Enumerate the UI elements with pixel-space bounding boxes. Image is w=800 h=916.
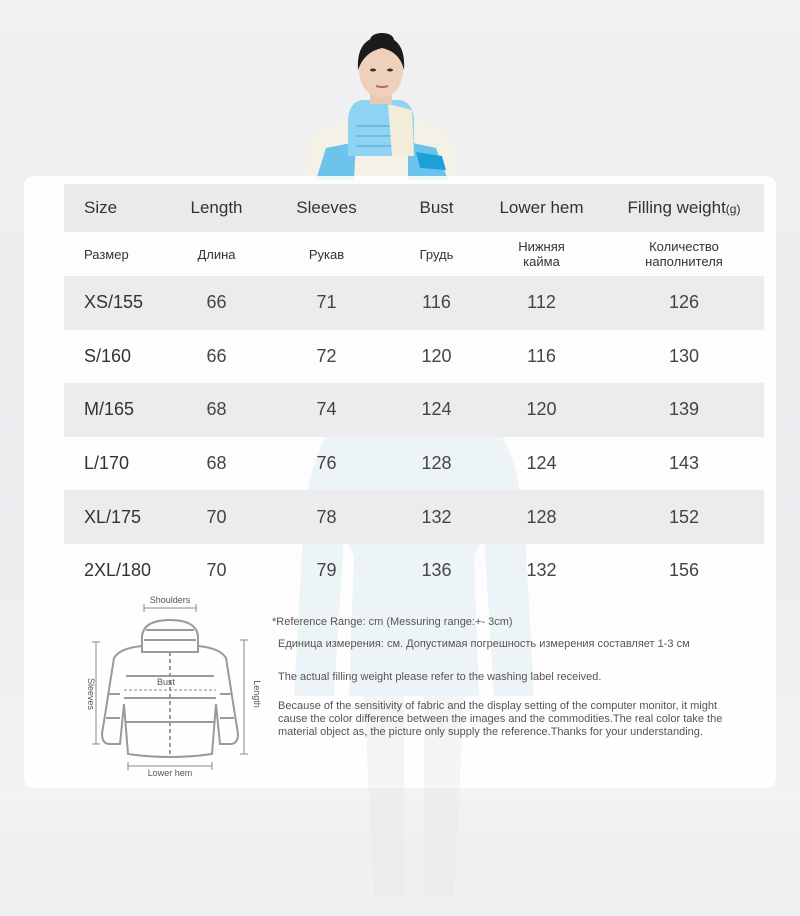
table-row [64, 437, 764, 491]
size-table [64, 184, 764, 598]
reference-range-note: *Reference Range: cm (Messuring range:+- 3cm) [272, 616, 513, 628]
cell-lower-hem: 112 [479, 276, 604, 330]
cell-sleeves: 74 [259, 383, 394, 437]
cell-length: 68 [174, 383, 259, 437]
filling-weight-label: Filling weight [627, 198, 726, 217]
sleeves-label: Sleeves [86, 677, 96, 711]
table-row [64, 276, 764, 330]
cell-sleeves: 72 [316, 345, 337, 366]
cell-length: 66 [174, 276, 259, 330]
cell-length: 68 [206, 453, 227, 474]
cell-filling-weight: 156 [668, 560, 700, 581]
table-row [64, 330, 764, 384]
cell-length: 70 [206, 560, 227, 581]
color-difference-note: Because of the sensitivity of fabric and the display setting of the computer monitor, it might cause the color difference between the images and the commodities.The real color take the material object as, the picture only supply the reference.Thanks for your understanding. [278, 700, 723, 738]
header-row-ru [64, 232, 764, 276]
col-header-size-ru [64, 232, 174, 276]
col-header-lower-hem: Lower hem [479, 184, 604, 232]
cell-sleeves: 78 [259, 490, 394, 544]
col-header-lower-hem-ru [479, 232, 604, 276]
jacket-outline-icon [102, 620, 238, 757]
header-ru-text: Рукав [308, 246, 345, 262]
cell-size: L/170 [84, 453, 130, 474]
cell-sleeves: 71 [259, 276, 394, 330]
header-ru-text: Нижняя [518, 239, 565, 254]
header-row-en [64, 184, 764, 232]
cell-filling-weight: 139 [604, 383, 764, 437]
header-ru-text: наполнителя [645, 254, 723, 269]
cell-lower-hem: 132 [526, 560, 557, 581]
cell-filling-weight: 152 [604, 490, 764, 544]
bust-label: Bust [156, 677, 176, 687]
model-photo [296, 30, 466, 180]
table-row [64, 544, 764, 598]
cell-lower-hem: 116 [527, 345, 556, 366]
length-label: Length [252, 680, 262, 708]
cell-bust: 120 [421, 345, 452, 366]
header-ru-text: кайма [523, 254, 560, 269]
col-header-sleeves: Sleeves [259, 184, 394, 232]
cell-filling-weight: 126 [604, 276, 764, 330]
cell-size: M/165 [64, 383, 174, 437]
cell-bust: 132 [394, 490, 479, 544]
col-header-filling-weight-ru [604, 232, 764, 276]
table-row [64, 383, 764, 437]
cell-sleeves: 79 [316, 560, 337, 581]
cell-sleeves: 76 [316, 453, 337, 474]
table-row [64, 490, 764, 544]
col-header-length: Length [174, 184, 259, 232]
cell-size: 2XL/180 [84, 560, 152, 581]
cell-length: 70 [174, 490, 259, 544]
shoulders-label: Shoulders [149, 595, 191, 605]
filling-weight-note: The actual filling weight please refer to the washing label received. [278, 671, 602, 683]
header-ru-text: Грудь [419, 246, 454, 262]
header-ru-text: Длина [197, 246, 236, 262]
col-header-filling-weight [604, 184, 764, 232]
cell-lower-hem: 120 [479, 383, 604, 437]
cell-bust: 124 [394, 383, 479, 437]
col-header-sleeves-ru [259, 232, 394, 276]
cell-lower-hem: 124 [526, 453, 557, 474]
cell-lower-hem: 128 [479, 490, 604, 544]
cell-bust: 128 [421, 453, 452, 474]
header-ru-text: Количество [649, 239, 719, 254]
col-header-length-ru [174, 232, 259, 276]
col-header-size: Size [64, 184, 174, 232]
cell-size: S/160 [84, 345, 132, 366]
col-header-bust-ru [394, 232, 479, 276]
cell-bust: 116 [394, 276, 479, 330]
size-chart-panel [24, 176, 776, 788]
filling-weight-unit: (g) [725, 202, 741, 216]
cell-size: XS/155 [64, 276, 174, 330]
col-header-bust: Bust [394, 184, 479, 232]
lower-hem-label: Lower hem [147, 768, 193, 778]
cell-bust: 136 [421, 560, 452, 581]
units-note-ru: Единица измерения: см. Допустимая погрешность измерения составляет 1-3 см [278, 638, 690, 650]
cell-length: 66 [206, 345, 227, 366]
cell-filling-weight: 143 [668, 453, 700, 474]
cell-filling-weight: 130 [668, 345, 700, 366]
jacket-measurement-diagram [80, 594, 262, 778]
header-ru-text: Размер [84, 246, 129, 262]
cell-size: XL/175 [64, 490, 174, 544]
